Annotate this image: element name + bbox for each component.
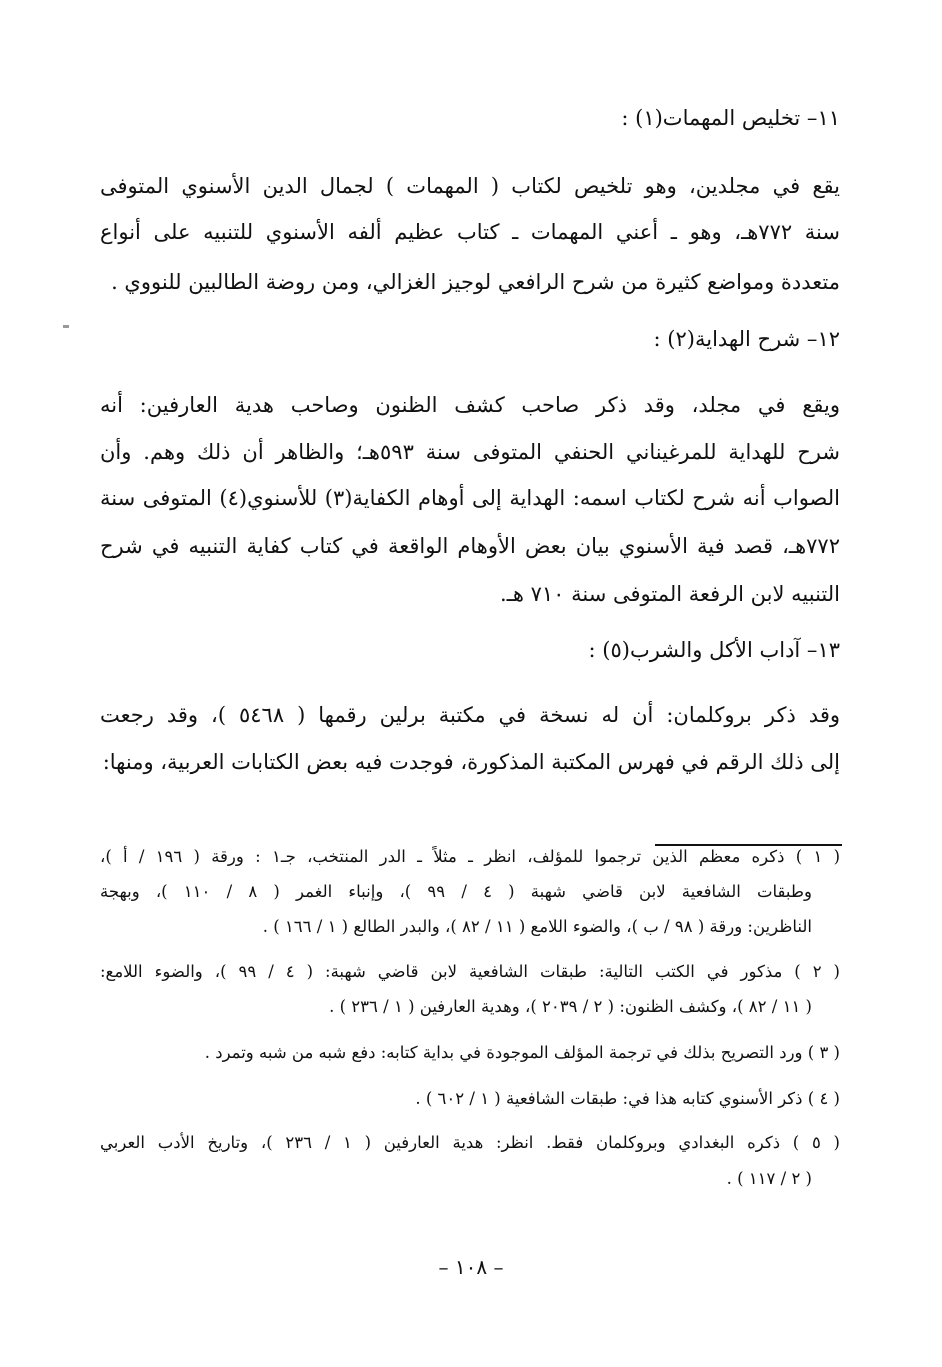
section-heading-13: ١٣– آداب الأكل والشرب(٥) : (588, 638, 840, 662)
section-11-line-3: متعددة ومواضع كثيرة من شرح الرافعي لوجيز الغزالي، ومن روضة الطالبين للنووي . (111, 270, 840, 294)
section-12-line-5: التنبيه لابن الرفعة المتوفى سنة ٧١٠ هـ. (500, 582, 840, 606)
footnote-5-line-1: ( ٥ ) ذكره البغدادي وبروكلمان فقط. انظر: هدية العارفين ( ١ / ٢٣٦ )، وتاريخ الأدب العربي (100, 1133, 840, 1152)
footnote-1-line-1: ( ١ ) ذكره معظم الذين ترجموا للمؤلف، انظر ـ مثلاً ـ الدر المنتخب، جـ١ : ورقة ( ١٩٦ / أ )، (100, 847, 840, 866)
section-12-line-2: شرح للهداية للمرغيناني الحنفي المتوفى سنة ٥٩٣هـ؛ والظاهر أن ذلك وهم. وأن (100, 440, 840, 464)
section-11-line-1: يقع في مجلدين، وهو تلخيص لكتاب ( المهمات ) لجمال الدين الأسنوي المتوفى (100, 174, 840, 198)
footnote-2-line-1: ( ٢ ) مذكور في الكتب التالية: طبقات الشافعية لابن قاضي شهبة: ( ٤ / ٩٩ )، والضوء اللامع: (100, 962, 840, 981)
section-13-line-1: وقد ذكر بروكلمان: أن له نسخة في مكتبة برلين رقمها ( ٥٤٦٨ )، وقد رجعت (100, 703, 840, 727)
page-number: – ١٠٨ – (438, 1255, 504, 1279)
section-12-line-1: ويقع في مجلد، وقد ذكر صاحب كشف الظنون وصاحب هدية العارفين: أنه (100, 393, 840, 417)
scan-mark (63, 325, 69, 328)
section-12-line-4: ٧٧٢هـ، قصد فية الأسنوي بيان بعض الأوهام الواقعة في كتاب كفاية التنبيه في شرح (100, 534, 840, 558)
footnote-5-line-2: ( ٢ / ١١٧ ) . (726, 1169, 812, 1188)
section-heading-12: ١٢– شرح الهداية(٢) : (653, 327, 840, 351)
footnote-3: ( ٣ ) ورد التصريح بذلك في ترجمة المؤلف الموجودة في بداية كتابه: دفع شبه من شبه وتمرد . (204, 1043, 840, 1062)
footnote-4: ( ٤ ) ذكر الأسنوي كتابه هذا في: طبقات الشافعية ( ١ / ٦٠٢ ) . (415, 1089, 840, 1108)
footnote-2-line-2: ( ١١ / ٨٢ )، وكشف الظنون: ( ٢ / ٢٠٣٩ )، وهدية العارفين ( ١ / ٢٣٦ ) . (329, 997, 812, 1016)
footnote-1-line-2: وطبقات الشافعية لابن قاضي شهبة ( ٤ / ٩٩ )، وإنباء الغمر ( ٨ / ١١٠ )، وبهجة (100, 882, 812, 901)
section-12-line-3: الصواب أنه شرح لكتاب اسمه: الهداية إلى أوهام الكفاية(٣) للأسنوي(٤) المتوفى سنة (100, 486, 840, 510)
section-heading-11: ١١– تخليص المهمات(١) : (621, 106, 840, 130)
section-11-line-2: سنة ٧٧٢هـ، وهو ـ أعني المهمات ـ كتاب عظيم ألفه الأسنوي للتنبيه على أنواع (100, 220, 840, 244)
section-13-line-2: إلى ذلك الرقم في فهرس المكتبة المذكورة، فوجدت فيه بعض الكتابات العربية، ومنها: (102, 750, 840, 774)
footnote-1-line-3: الناظرين: ورقة ( ٩٨ / ب )، والضوء اللامع ( ١١ / ٨٢ )، والبدر الطالع ( ١ / ١٦٦ ) . (262, 917, 812, 936)
